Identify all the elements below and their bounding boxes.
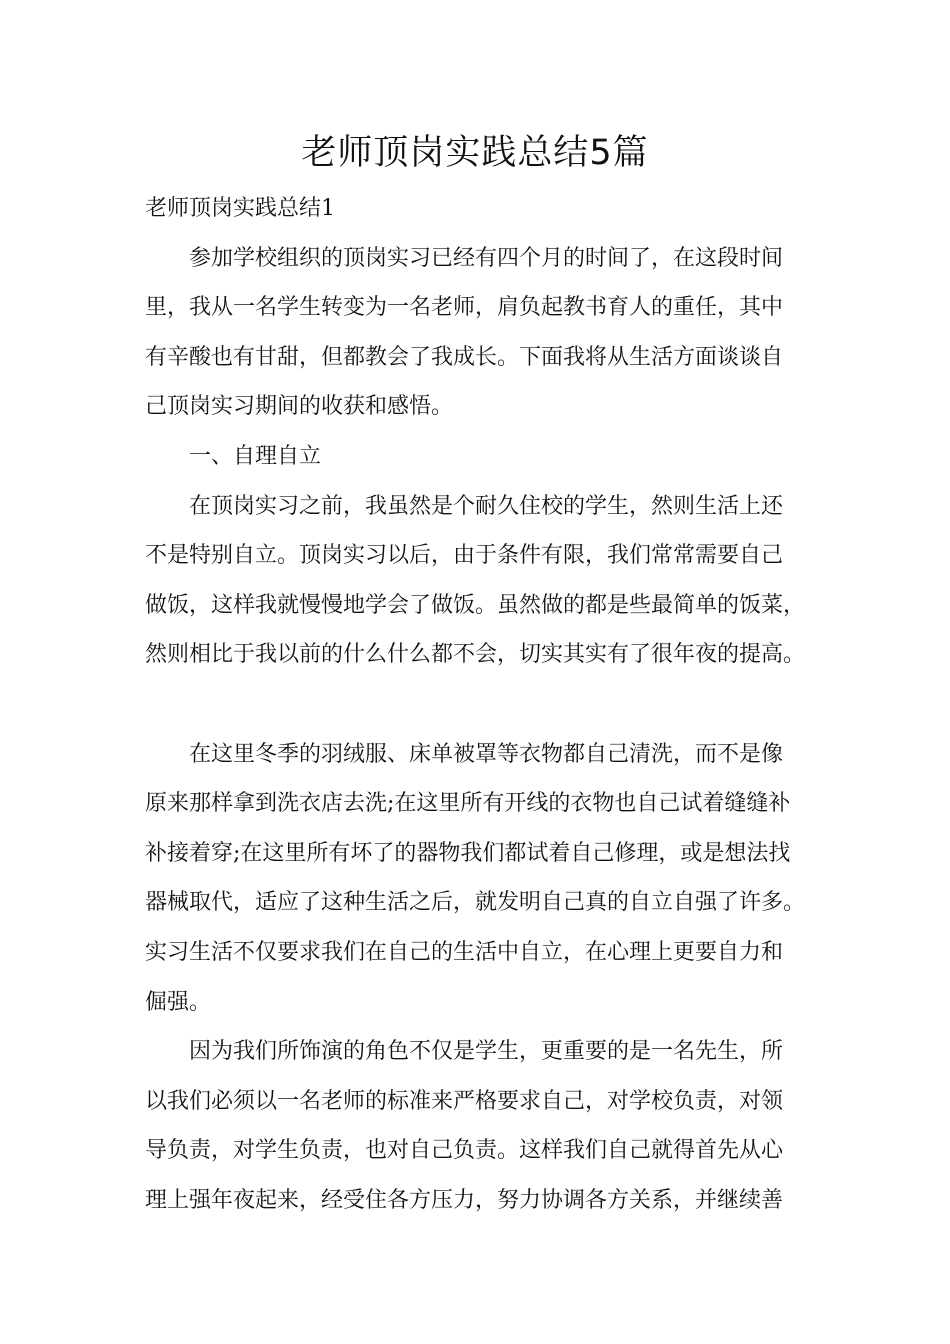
subheading-self-reliance: 一、自理自立 — [189, 443, 322, 469]
paragraph-line: 然则相比于我以前的什么什么都不会，切实其实有了很年夜的提高。 — [145, 642, 806, 668]
paragraph-line: 以我们必须以一名老师的标准来严格要求自己，对学校负责，对领 — [145, 1088, 784, 1114]
paragraph-line: 做饭，这样我就慢慢地学会了做饭。虽然做的都是些最简单的饭菜， — [145, 592, 806, 618]
paragraph-line: 在这里冬季的羽绒服、床单被罩等衣物都自己清洗，而不是像 — [189, 741, 784, 767]
paragraph-line: 倔强。 — [145, 989, 212, 1015]
paragraph-line: 因为我们所饰演的角色不仅是学生，更重要的是一名先生，所 — [189, 1039, 784, 1065]
paragraph-line: 在顶岗实习之前，我虽然是个耐久住校的学生，然则生活上还 — [189, 493, 784, 519]
paragraph-line: 理上强年夜起来，经受住各方压力，努力协调各方关系，并继续善 — [145, 1187, 784, 1213]
document-title: 老师顶岗实践总结5篇 — [301, 133, 649, 173]
paragraph-3 — [145, 730, 817, 1028]
paragraph-line: 补接着穿;在这里所有坏了的器物我们都试着自己修理，或是想法找 — [145, 840, 791, 866]
paragraph-line: 导负责，对学生负责，也对自己负责。这样我们自己就得首先从心 — [145, 1138, 784, 1164]
section-heading: 老师顶岗实践总结1 — [145, 196, 335, 221]
blank-line — [145, 680, 817, 730]
paragraph-line: 参加学校组织的顶岗实习已经有四个月的时间了，在这段时间 — [189, 245, 784, 271]
paragraph-2 — [145, 482, 817, 680]
paragraph-4 — [145, 1027, 817, 1225]
paragraph-1 — [145, 234, 817, 432]
paragraph-line: 器械取代，适应了这种生活之后，就发明自己真的自立自强了许多。 — [145, 890, 806, 916]
paragraph-line: 己顶岗实习期间的收获和感悟。 — [145, 394, 454, 420]
document-body — [145, 184, 817, 1225]
paragraph-line: 不是特别自立。顶岗实习以后，由于条件有限，我们常常需要自己 — [145, 543, 784, 569]
paragraph-line: 有辛酸也有甘甜，但都教会了我成长。下面我将从生活方面谈谈自 — [145, 344, 784, 370]
paragraph-line: 里，我从一名学生转变为一名老师，肩负起教书育人的重任，其中 — [145, 295, 784, 321]
paragraph-line: 实习生活不仅要求我们在自己的生活中自立，在心理上更要自力和 — [145, 939, 784, 965]
paragraph-line: 原来那样拿到洗衣店去洗;在这里所有开线的衣物也自己试着缝缝补 — [145, 791, 791, 817]
